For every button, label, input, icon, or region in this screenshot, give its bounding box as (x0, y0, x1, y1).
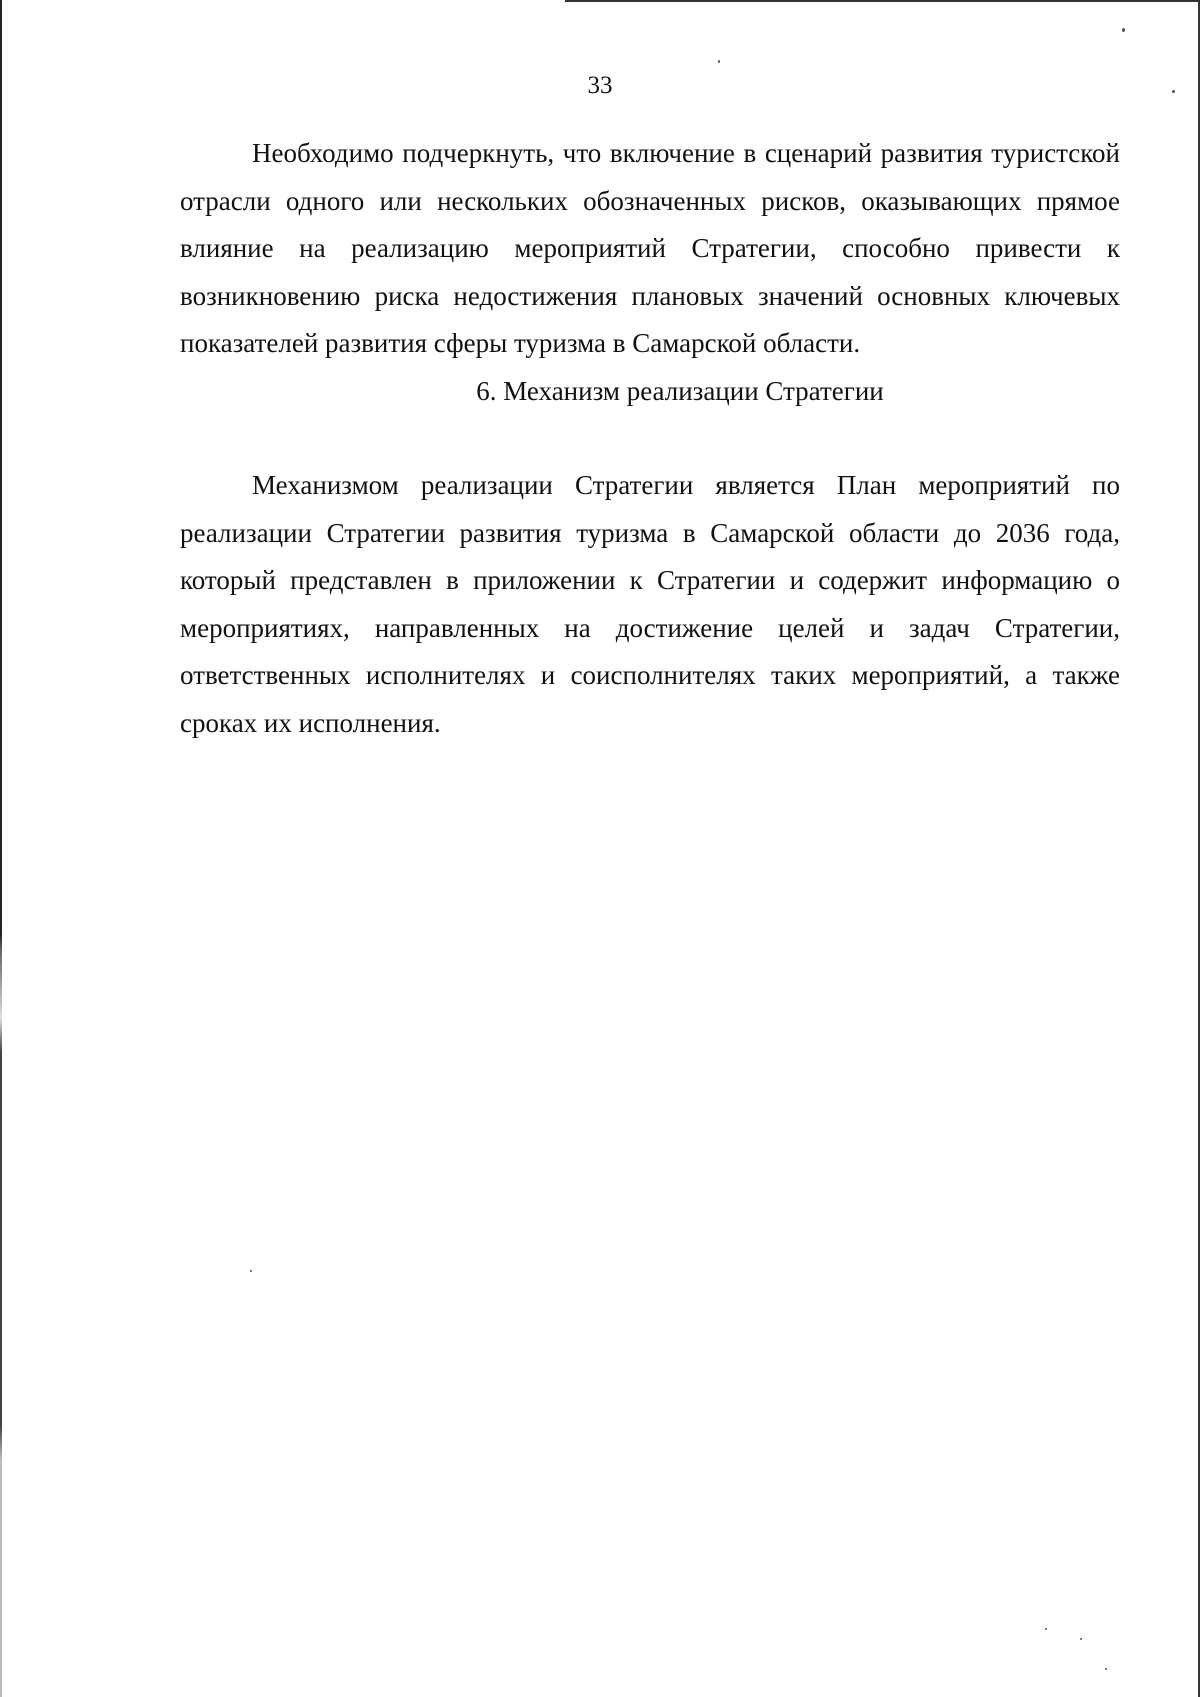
scan-speck (1045, 1628, 1047, 1630)
scan-edge-top (565, 0, 1200, 2)
scan-speck (718, 60, 720, 63)
scan-speck (1080, 1638, 1082, 1640)
section-heading: 6. Механизм реализации Стратегии (476, 375, 884, 406)
scan-speck (1122, 28, 1125, 32)
paragraph-risks: Необходимо подчеркнуть, что включение в сценарий развития туристской отрасли одного или нескольких обозначенных рисков, оказывающих прямое влияние на реализацию мероприятий Стратегии, способно привести к возникновению риска недостижения плановых значений основных ключевых показателей развития сферы туризма в Самарской области. (180, 138, 1120, 358)
scan-speck (250, 1270, 252, 1272)
scan-speck (1105, 1668, 1107, 1670)
document-body (180, 130, 1120, 747)
paragraph-mechanism: Механизмом реализации Стратегии является План мероприятий по реализации Стратегии развития туризма в Самарской области до 2036 года, который представлен в приложении к Стратегии и содержит информацию о мероприятиях, направленных на достижение целей и задач Стратегии, ответственных исполнителях и соисполнителях таких мероприятий, а также сроках их исполнения. (180, 470, 1120, 738)
page-number: 33 (587, 72, 613, 99)
scan-edge-left (0, 0, 2, 1697)
